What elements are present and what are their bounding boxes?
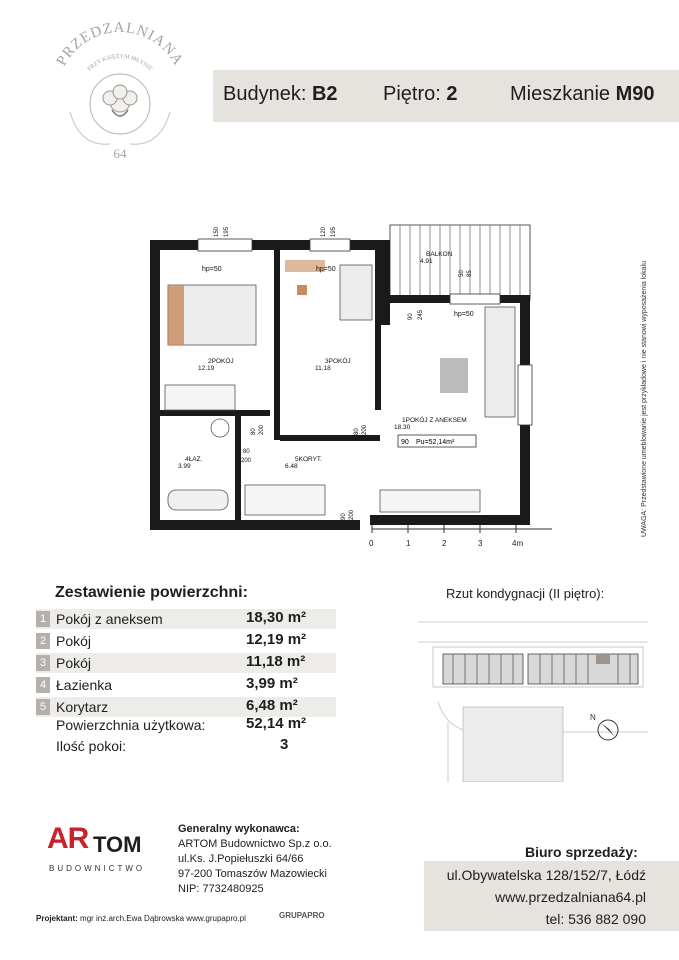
- summary-title: Zestawienie powierzchni:: [55, 584, 248, 601]
- summary-rooms-count-row: Ilość pokoi: 3: [56, 736, 289, 754]
- apartment-info: Mieszkanie M90: [510, 83, 655, 105]
- contractor-line-3: 97-200 Tomaszów Mazowiecki: [178, 868, 327, 880]
- north-label: N: [590, 713, 596, 722]
- room-label-2: 2POKÓJ: [208, 358, 234, 365]
- svg-text:PRZEDZALNIANA: [54, 22, 186, 69]
- summary-row-5: 5 Korytarz 6,48 m²: [36, 697, 336, 717]
- summary-row-3: 3 Pokój 11,18 m²: [36, 653, 336, 673]
- summary-row-2: 2 Pokój 12,19 m²: [36, 631, 336, 651]
- office-phone[interactable]: tel: 536 882 090: [545, 911, 646, 927]
- hp-label-1: hp=50: [202, 266, 222, 273]
- room-label-4: 4ŁAZ.: [185, 456, 203, 463]
- przedzalniana-logo: [40, 22, 200, 172]
- window-side: [518, 365, 532, 425]
- office-website[interactable]: www.przedzalniana64.pl: [495, 889, 646, 905]
- floor-plan: [140, 215, 560, 555]
- room-area-5: 6.48: [285, 463, 298, 470]
- toilet: [211, 419, 229, 437]
- contractor-block: [178, 822, 332, 897]
- scale-1: 1: [406, 539, 411, 548]
- room-label-1: 1POKÓJ Z ANEKSEM: [402, 417, 467, 424]
- building-info: Budynek: B2: [223, 83, 338, 105]
- office-lines: [424, 864, 646, 930]
- logo-subtitle: PRZY KSIĘŻYM MŁYNIE: [86, 53, 154, 73]
- keyplan-map: [418, 602, 648, 782]
- dim-200c: 200: [241, 458, 252, 464]
- header-bar: [213, 70, 679, 122]
- room-label-3: 3POKÓJ: [325, 358, 351, 365]
- keyplan-label: Rzut kondygnacji (II piętro):: [446, 586, 605, 601]
- apartment-value: M90: [615, 83, 655, 105]
- dim-200a: 200: [259, 424, 265, 435]
- logo-number: 64: [113, 146, 127, 161]
- dim-80b: 80: [354, 428, 360, 435]
- dim-85: 85: [467, 270, 473, 277]
- scale-2: 2: [442, 539, 447, 548]
- bathtub: [168, 490, 228, 510]
- hp-label-3: hp=50: [454, 311, 474, 318]
- dim-120: 120: [321, 226, 327, 237]
- room-label-5: 5KORYT.: [295, 456, 322, 463]
- room-area-balcony: 4.91: [420, 258, 433, 265]
- dim-90b: 90: [341, 513, 347, 520]
- summary-row-4: 4 Łazienka 3,99 m²: [36, 675, 336, 695]
- kitchen-counter: [380, 490, 480, 512]
- logo-name: PRZEDZALNIANA: [53, 22, 187, 69]
- scale-4m: 4m: [512, 539, 524, 548]
- office-address: ul.Obywatelska 128/152/7, Łódź: [446, 867, 646, 883]
- dim-80c: 80: [243, 449, 250, 455]
- apartment-highlight: [596, 654, 610, 664]
- contractor-line-2: ul.Ks. J.Popiełuszki 64/66: [178, 853, 304, 865]
- summary-usable-row: Powierzchnia użytkowa: 52,14 m²: [56, 715, 307, 733]
- room-area-1: 18.30: [394, 424, 411, 431]
- balcony: [390, 225, 530, 300]
- dim-195a: 195: [224, 226, 230, 237]
- dim-90a: 90: [408, 313, 414, 320]
- room-label-balcony: BALKON: [426, 251, 453, 258]
- floor-value: 2: [446, 83, 458, 105]
- dim-200d: 200: [349, 509, 355, 520]
- apartment-tag: 90: [401, 439, 409, 446]
- window-room-2: [198, 239, 252, 251]
- bed-room-3: [340, 265, 372, 320]
- summary-row-1: 1 Pokój z aneksem 18,30 m²: [36, 609, 336, 629]
- bed-room-2: [168, 285, 256, 345]
- designer-credit: Projektant: mgr inż.arch.Ewa Dąbrowska www.grupapro.pl: [36, 914, 246, 923]
- dim-245: 245: [418, 309, 424, 320]
- coffee-table: [440, 358, 468, 393]
- usable-area-tag: Pu=52,14m²: [416, 439, 455, 446]
- dim-80a: 80: [251, 428, 257, 435]
- room-area-2: 12.19: [198, 365, 215, 372]
- furniture-note: [632, 232, 656, 542]
- scale-0: 0: [369, 539, 374, 548]
- office-title: Biuro sprzedaży:: [525, 844, 638, 860]
- contractor-title: Generalny wykonawca:: [178, 823, 300, 835]
- dim-195b: 195: [331, 226, 337, 237]
- contractor-line-1: ARTOM Budownictwo Sp.z o.o.: [178, 838, 332, 850]
- chair-room-3: [297, 285, 307, 295]
- dim-150: 150: [214, 226, 220, 237]
- contractor-line-4: NIP: 7732480925: [178, 883, 264, 895]
- building-block: [443, 654, 638, 684]
- neighbor-building: [463, 707, 563, 782]
- artom-sub: BUDOWNICTWO: [49, 864, 146, 873]
- window-room-3: [310, 239, 350, 251]
- room-area-4: 3.99: [178, 463, 191, 470]
- dim-50: 50: [459, 270, 465, 277]
- hall-wardrobe: [245, 485, 325, 515]
- grupapro-logo: GRUPAPRO: [279, 911, 325, 920]
- scale-bar: [369, 525, 552, 548]
- compass-icon: [590, 713, 618, 740]
- window-living: [450, 294, 500, 304]
- floor-info: Piętro: 2: [383, 83, 458, 105]
- furniture-note-text: UWAGA: Przedstawione umeblowanie jest przykładowe i nie stanowi wyposażenia lokalu: [641, 261, 648, 537]
- artom-logo: [47, 822, 157, 878]
- sofa: [485, 307, 515, 417]
- scale-3: 3: [478, 539, 483, 548]
- building-value: B2: [311, 83, 338, 105]
- dim-200b: 200: [362, 424, 368, 435]
- room-area-3: 11.18: [315, 365, 331, 372]
- artom-brand-a: AR: [47, 822, 89, 855]
- svg-text:PRZY KSIĘŻYM MŁYNIE: [87, 53, 154, 73]
- hp-label-2: hp=50: [316, 266, 336, 273]
- wardrobe-room-2: [165, 385, 235, 410]
- cotton-flower-icon: [103, 85, 137, 116]
- artom-brand-b: TOM: [93, 832, 142, 857]
